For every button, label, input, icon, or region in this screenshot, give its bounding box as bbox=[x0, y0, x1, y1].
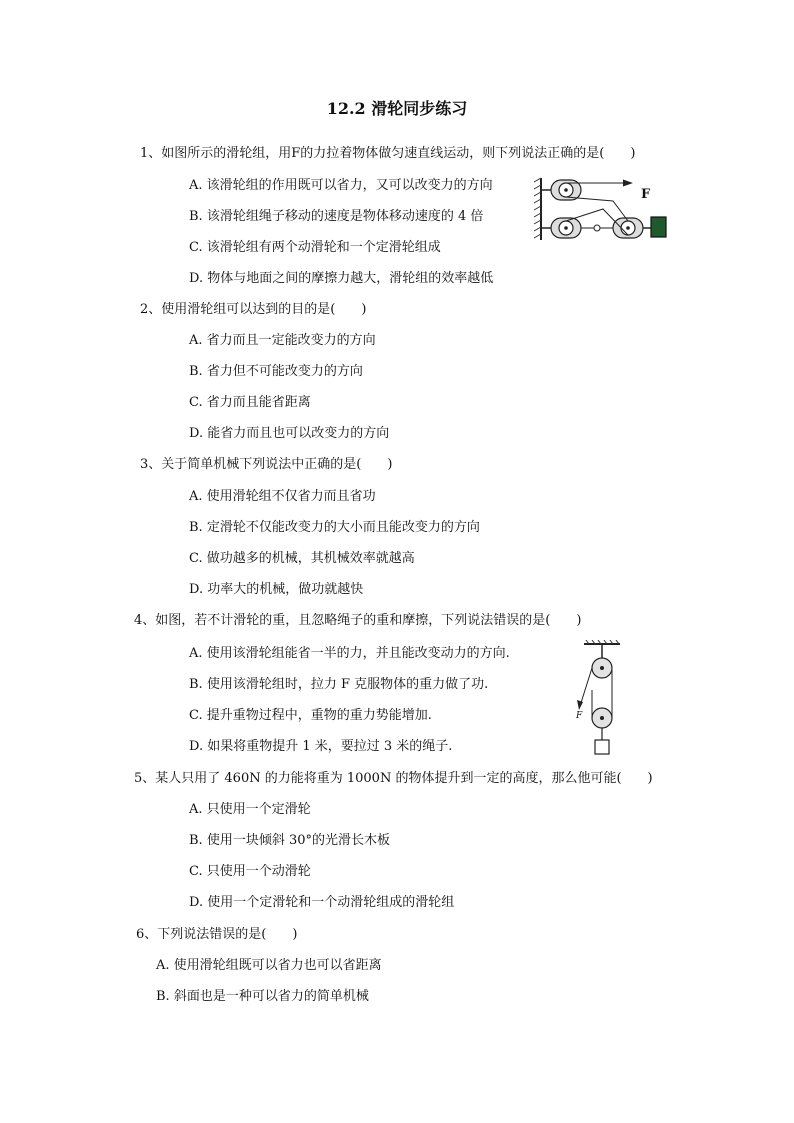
question-1-option-d[interactable]: D. 物体与地面之间的摩擦力越大，滑轮组的效率越低 bbox=[189, 271, 494, 286]
question-2-option-a[interactable]: A. 省力而且一定能改变力的方向 bbox=[189, 333, 376, 348]
horizontal-pulley-figure bbox=[533, 174, 669, 244]
question-2-stem: 2、使用滑轮组可以达到的目的是( ) bbox=[140, 302, 367, 317]
question-4-stem: 4、如图，若不计滑轮的重，且忽略绳子的重和摩擦，下列说法错误的是( ) bbox=[134, 613, 582, 628]
question-2-option-b[interactable]: B. 省力但不可能改变力的方向 bbox=[189, 364, 363, 379]
question-1-option-b[interactable]: B. 该滑轮组绳子移动的速度是物体移动速度的 4 倍 bbox=[189, 209, 484, 224]
question-1-option-c[interactable]: C. 该滑轮组有两个动滑轮和一个定滑轮组成 bbox=[189, 240, 441, 255]
question-3-option-d[interactable]: D. 功率大的机械，做功就越快 bbox=[189, 582, 364, 597]
figure-4-force-label: F bbox=[576, 711, 583, 721]
question-4-option-c[interactable]: C. 提升重物过程中，重物的重力势能增加. bbox=[189, 708, 432, 723]
question-5-option-c[interactable]: C. 只使用一个动滑轮 bbox=[189, 864, 311, 879]
question-4-option-d[interactable]: D. 如果将重物提升 1 米，要拉过 3 米的绳子. bbox=[189, 739, 453, 754]
question-3-stem: 3、关于简单机械下列说法中正确的是( ) bbox=[140, 457, 393, 472]
question-5-option-d[interactable]: D. 使用一个定滑轮和一个动滑轮组成的滑轮组 bbox=[189, 895, 455, 910]
page-title: 12.2 滑轮同步练习 bbox=[326, 99, 468, 118]
question-5-option-b[interactable]: B. 使用一块倾斜 30°的光滑长木板 bbox=[189, 833, 390, 848]
question-1-stem: 1、如图所示的滑轮组，用F的力拉着物体做匀速直线运动，则下列说法正确的是( ) bbox=[140, 146, 636, 161]
question-2-option-d[interactable]: D. 能省力而且也可以改变力的方向 bbox=[189, 426, 390, 441]
question-3-option-b[interactable]: B. 定滑轮不仅能改变力的大小而且能改变力的方向 bbox=[189, 520, 480, 535]
question-5-stem: 5、某人只用了 460N 的力能将重为 1000N 的物体提升到一定的高度，那么他可能( ) bbox=[134, 771, 653, 786]
question-3-option-c[interactable]: C. 做功越多的机械，其机械效率就越高 bbox=[189, 551, 415, 566]
question-4-option-a[interactable]: A. 使用该滑轮组能省一半的力，并且能改变动力的方向. bbox=[189, 646, 510, 661]
question-4-option-b[interactable]: B. 使用该滑轮组时，拉力 F 克服物体的重力做了功. bbox=[189, 677, 489, 692]
question-5-option-a[interactable]: A. 只使用一个定滑轮 bbox=[189, 802, 311, 817]
vertical-pulley-figure bbox=[570, 640, 630, 760]
question-6-option-a[interactable]: A. 使用滑轮组既可以省力也可以省距离 bbox=[156, 958, 382, 973]
question-3-option-a[interactable]: A. 使用滑轮组不仅省力而且省功 bbox=[189, 489, 376, 504]
question-6-stem: 6、下列说法错误的是( ) bbox=[136, 927, 298, 942]
question-6-option-b[interactable]: B. 斜面也是一种可以省力的简单机械 bbox=[156, 989, 369, 1004]
figure-1-force-label: F bbox=[641, 187, 651, 202]
question-1-option-a[interactable]: A. 该滑轮组的作用既可以省力，又可以改变力的方向 bbox=[189, 178, 493, 193]
question-2-option-c[interactable]: C. 省力而且能省距离 bbox=[189, 395, 311, 410]
